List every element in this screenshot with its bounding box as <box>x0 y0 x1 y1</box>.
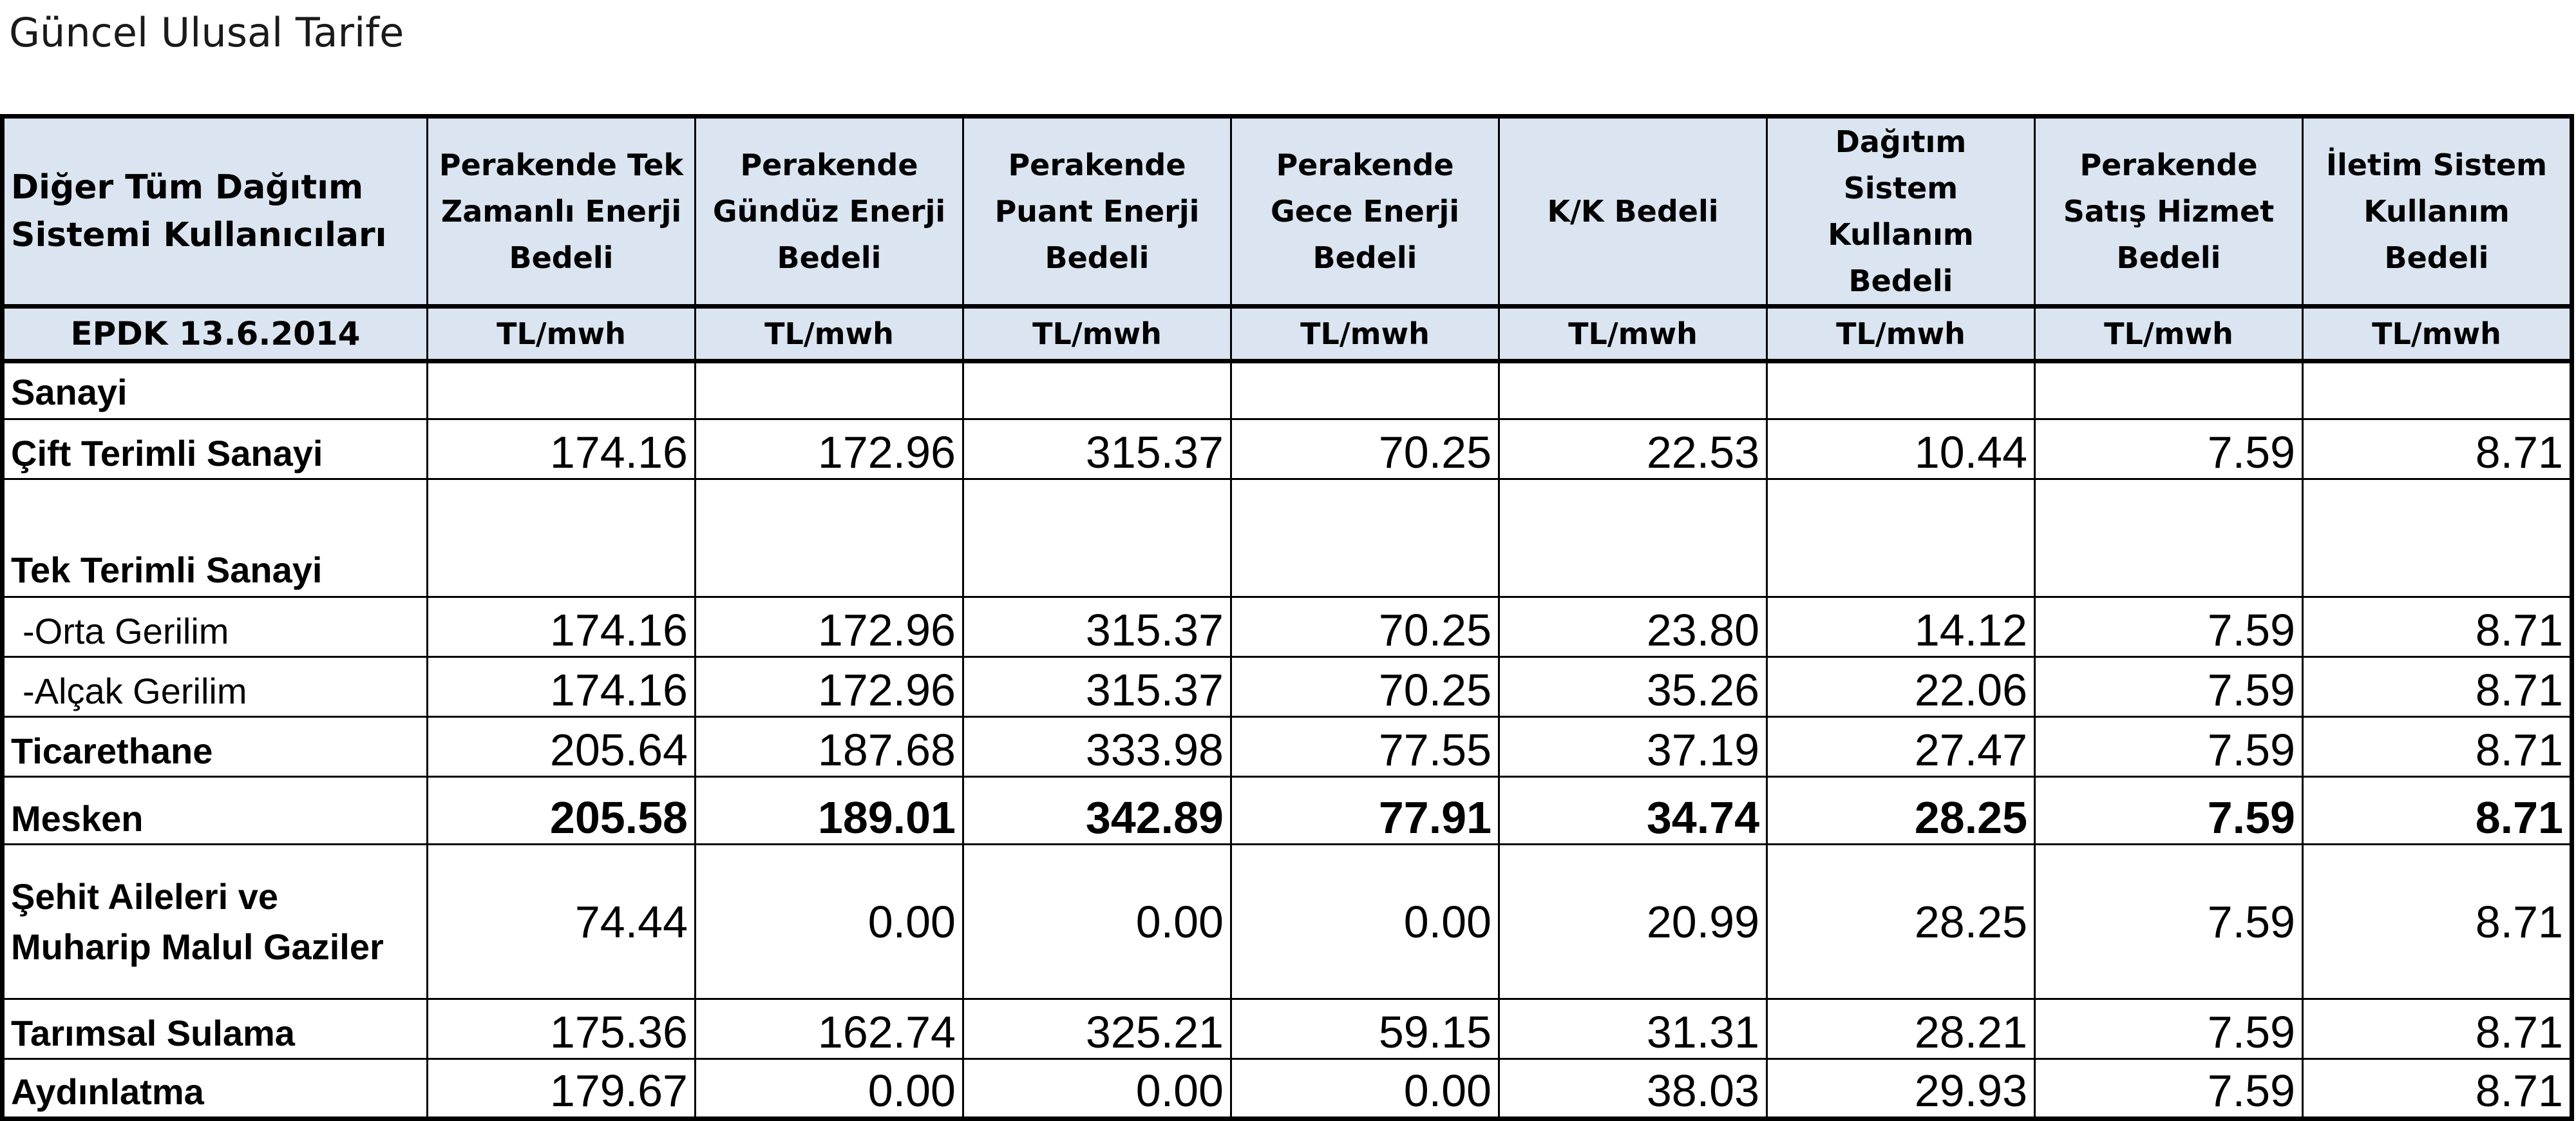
table-row <box>3 1059 2572 1119</box>
tariff-table <box>0 114 2574 1121</box>
empty-cell <box>1231 361 1499 419</box>
value-cell: 8.71 <box>2303 657 2572 717</box>
row-label: Tarımsal Sulama <box>3 999 428 1059</box>
value-cell: 172.96 <box>696 657 963 717</box>
unit-cell: TL/mwh <box>696 307 963 361</box>
column-header: Perakende Tek Zamanlı Enerji Bedeli <box>428 117 696 307</box>
value-cell: 77.91 <box>1231 777 1499 845</box>
value-cell: 35.26 <box>1499 657 1767 717</box>
value-cell: 28.25 <box>1767 777 2035 845</box>
empty-cell <box>963 479 1231 597</box>
value-cell: 189.01 <box>696 777 963 845</box>
value-cell: 342.89 <box>963 777 1231 845</box>
row-label: Çift Terimli Sanayi <box>3 419 428 479</box>
table-row <box>3 999 2572 1059</box>
value-cell: 59.15 <box>1231 999 1499 1059</box>
empty-cell <box>1767 479 2035 597</box>
value-cell: 8.71 <box>2303 597 2572 657</box>
units-row <box>3 307 2572 361</box>
row-label: Şehit Aileleri ve Muharip Malul Gaziler <box>3 845 428 999</box>
value-cell: 14.12 <box>1767 597 2035 657</box>
unit-cell: TL/mwh <box>2303 307 2572 361</box>
value-cell: 0.00 <box>1231 845 1499 999</box>
table-row <box>3 845 2572 999</box>
value-cell: 8.71 <box>2303 419 2572 479</box>
empty-cell <box>2035 479 2303 597</box>
table-row <box>3 657 2572 717</box>
value-cell: 8.71 <box>2303 717 2572 777</box>
value-cell: 34.74 <box>1499 777 1767 845</box>
unit-cell: TL/mwh <box>2035 307 2303 361</box>
value-cell: 23.80 <box>1499 597 1767 657</box>
header-row <box>3 117 2572 307</box>
column-header: Perakende Gündüz Enerji Bedeli <box>696 117 963 307</box>
value-cell: 77.55 <box>1231 717 1499 777</box>
value-cell: 179.67 <box>428 1059 696 1119</box>
page-title: Güncel Ulusal Tarife <box>9 9 404 56</box>
value-cell: 0.00 <box>963 1059 1231 1119</box>
column-header: K/K Bedeli <box>1499 117 1767 307</box>
value-cell: 28.25 <box>1767 845 2035 999</box>
value-cell: 8.71 <box>2303 999 2572 1059</box>
value-cell: 7.59 <box>2035 717 2303 777</box>
empty-cell <box>1767 361 2035 419</box>
value-cell: 20.99 <box>1499 845 1767 999</box>
value-cell: 7.59 <box>2035 597 2303 657</box>
value-cell: 7.59 <box>2035 419 2303 479</box>
value-cell: 0.00 <box>696 1059 963 1119</box>
empty-cell <box>2303 479 2572 597</box>
row-label: -Alçak Gerilim <box>3 657 428 717</box>
row-label: Tek Terimli Sanayi <box>3 479 428 597</box>
value-cell: 8.71 <box>2303 1059 2572 1119</box>
value-cell: 8.71 <box>2303 777 2572 845</box>
value-cell: 315.37 <box>963 597 1231 657</box>
value-cell: 27.47 <box>1767 717 2035 777</box>
value-cell: 162.74 <box>696 999 963 1059</box>
value-cell: 8.71 <box>2303 845 2572 999</box>
column-header: Perakende Puant Enerji Bedeli <box>963 117 1231 307</box>
column-header: İletim Sistem Kullanım Bedeli <box>2303 117 2572 307</box>
value-cell: 333.98 <box>963 717 1231 777</box>
value-cell: 7.59 <box>2035 777 2303 845</box>
empty-cell <box>428 479 696 597</box>
value-cell: 7.59 <box>2035 1059 2303 1119</box>
empty-cell <box>696 361 963 419</box>
empty-cell <box>963 361 1231 419</box>
row-label: Ticarethane <box>3 717 428 777</box>
empty-cell <box>1499 479 1767 597</box>
value-cell: 10.44 <box>1767 419 2035 479</box>
value-cell: 70.25 <box>1231 597 1499 657</box>
value-cell: 38.03 <box>1499 1059 1767 1119</box>
table-row <box>3 419 2572 479</box>
table-row <box>3 777 2572 845</box>
value-cell: 37.19 <box>1499 717 1767 777</box>
value-cell: 172.96 <box>696 419 963 479</box>
table-row <box>3 361 2572 419</box>
empty-cell <box>428 361 696 419</box>
table-row <box>3 717 2572 777</box>
value-cell: 29.93 <box>1767 1059 2035 1119</box>
value-cell: 31.31 <box>1499 999 1767 1059</box>
value-cell: 22.53 <box>1499 419 1767 479</box>
value-cell: 0.00 <box>963 845 1231 999</box>
table-row <box>3 479 2572 597</box>
column-header: Perakende Satış Hizmet Bedeli <box>2035 117 2303 307</box>
value-cell: 174.16 <box>428 657 696 717</box>
value-cell: 70.25 <box>1231 419 1499 479</box>
unit-cell: TL/mwh <box>963 307 1231 361</box>
empty-cell <box>2303 361 2572 419</box>
value-cell: 7.59 <box>2035 999 2303 1059</box>
row-label: Sanayi <box>3 361 428 419</box>
unit-cell: TL/mwh <box>1499 307 1767 361</box>
value-cell: 0.00 <box>1231 1059 1499 1119</box>
empty-cell <box>696 479 963 597</box>
row-label: Aydınlatma <box>3 1059 428 1119</box>
column-header: Dağıtım Sistem Kullanım Bedeli <box>1767 117 2035 307</box>
unit-cell: TL/mwh <box>428 307 696 361</box>
value-cell: 174.16 <box>428 419 696 479</box>
table-row <box>3 597 2572 657</box>
value-cell: 28.21 <box>1767 999 2035 1059</box>
empty-cell <box>1499 361 1767 419</box>
value-cell: 174.16 <box>428 597 696 657</box>
column-header: Perakende Gece Enerji Bedeli <box>1231 117 1499 307</box>
value-cell: 7.59 <box>2035 657 2303 717</box>
value-cell: 7.59 <box>2035 845 2303 999</box>
empty-cell <box>1231 479 1499 597</box>
unit-cell: TL/mwh <box>1767 307 2035 361</box>
value-cell: 22.06 <box>1767 657 2035 717</box>
value-cell: 187.68 <box>696 717 963 777</box>
value-cell: 74.44 <box>428 845 696 999</box>
value-cell: 70.25 <box>1231 657 1499 717</box>
value-cell: 315.37 <box>963 657 1231 717</box>
row-label: Mesken <box>3 777 428 845</box>
value-cell: 175.36 <box>428 999 696 1059</box>
corner-header: Diğer Tüm Dağıtım Sistemi Kullanıcıları <box>3 117 428 307</box>
value-cell: 315.37 <box>963 419 1231 479</box>
value-cell: 172.96 <box>696 597 963 657</box>
row-label: -Orta Gerilim <box>3 597 428 657</box>
unit-cell: TL/mwh <box>1231 307 1499 361</box>
value-cell: 0.00 <box>696 845 963 999</box>
empty-cell <box>2035 361 2303 419</box>
value-cell: 325.21 <box>963 999 1231 1059</box>
value-cell: 205.58 <box>428 777 696 845</box>
units-label: EPDK 13.6.2014 <box>3 307 428 361</box>
value-cell: 205.64 <box>428 717 696 777</box>
